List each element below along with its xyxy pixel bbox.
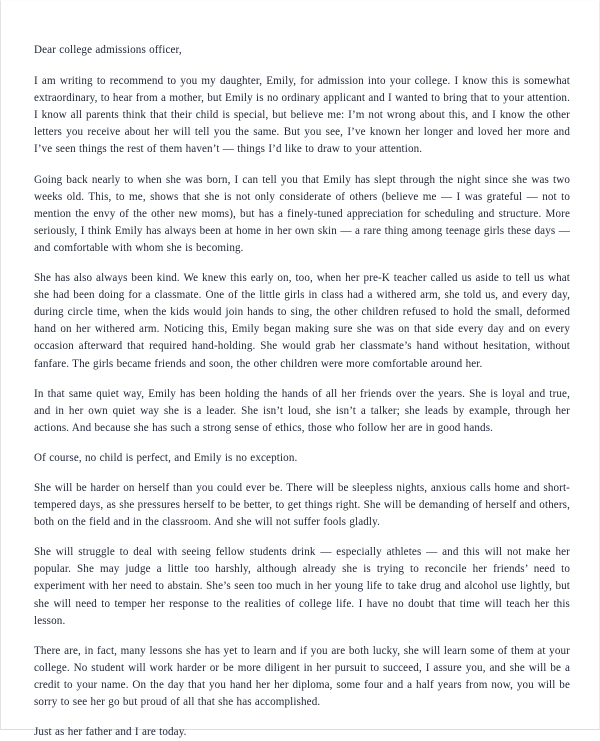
letter-salutation: Dear college admissions officer, xyxy=(34,44,182,56)
letter-paragraph-5: Of course, no child is perfect, and Emily is no exception. xyxy=(34,451,298,464)
letter-paragraph-1: I am writing to recommend to you my daughter, Emily, for admission into your college. I know this is somewhat extraordinary, to hear from a mother, but Emily is no ordinary applicant and I wanted to bring that to your attention. I know all parents think that their child is special, but believe me: I’m not wrong about this, and I know the other letters you receive about her will tell you the same. But you see, I’ve known her longer and loved her more and I’ve seen things the rest of them haven’t — things I’d like to draw to your attention. xyxy=(34,75,570,156)
letter-paragraph-8: There are, in fact, many lessons she has yet to learn and if you are both lucky, she will learn some of them at your college. No student will work harder or be more diligent in her pursuit to succeed, I assure you, and she will be a credit to your name. On the day that you hand her her diploma, some four and a half years from now, you will be sorry to see her go but proud of all that she has accomplished. xyxy=(34,644,570,708)
letter-paragraph-7: She will struggle to deal with seeing fellow students drink — especially athletes — and this will not make her popular. She may judge a little too harshly, although already she is trying to reconcile her friends’ need to experiment with her need to abstain. She’s seen too much in her young life to take drug and alcohol use lightly, but she will need to temper her response to the realities of college life. I have no doubt that time will teach her this lesson. xyxy=(34,546,570,627)
letter-body xyxy=(34,42,570,741)
letter-paragraph-4: In that same quiet way, Emily has been holding the hands of all her friends over the years. She is loyal and true, and in her own quiet way she is a leader. She isn’t loud, she isn’t a talker; she leads by example, through her actions. And because she has such a strong sense of ethics, those who follow her are in good hands. xyxy=(34,387,570,434)
letter-paragraph-3: She has also always been kind. We knew this early on, too, when her pre-K teacher called us aside to tell us what she had been doing for a classmate. One of the little girls in class had a withered arm, she told us, and every day, during circle time, when the kids would join hands to sing, the other children refused to hold the small, deformed hand on her withered arm. Noticing this, Emily began making sure she was on that side every day and on every occasion afterward that required hand-holding. She would grab her classmate’s hand without hesitation, without fanfare. The girls became friends and soon, the other children were more comfortable around her. xyxy=(34,272,570,370)
letter-paragraph-2: Going back nearly to when she was born, I can tell you that Emily has slept through the night since she was two weeks old. This, to me, shows that she is not only considerate of others (believe me — I was grateful — not to mention the envy of the other new moms), but has a finely-tuned appreciation for scheduling and structure. More seriously, I think Emily has always been at home in her own skin — a rare thing among teenage girls these days — and comfortable with whom she is becoming. xyxy=(34,173,570,254)
letter-paragraph-6: She will be harder on herself than you could ever be. There will be sleepless nights, anxious calls home and short-tempered days, as she pressures herself to be better, to get things right. She will be demanding of herself and others, both on the field and in the classroom. And she will not suffer fools gladly. xyxy=(34,481,570,529)
letter-closing-line: Just as her father and I are today. xyxy=(34,726,187,739)
